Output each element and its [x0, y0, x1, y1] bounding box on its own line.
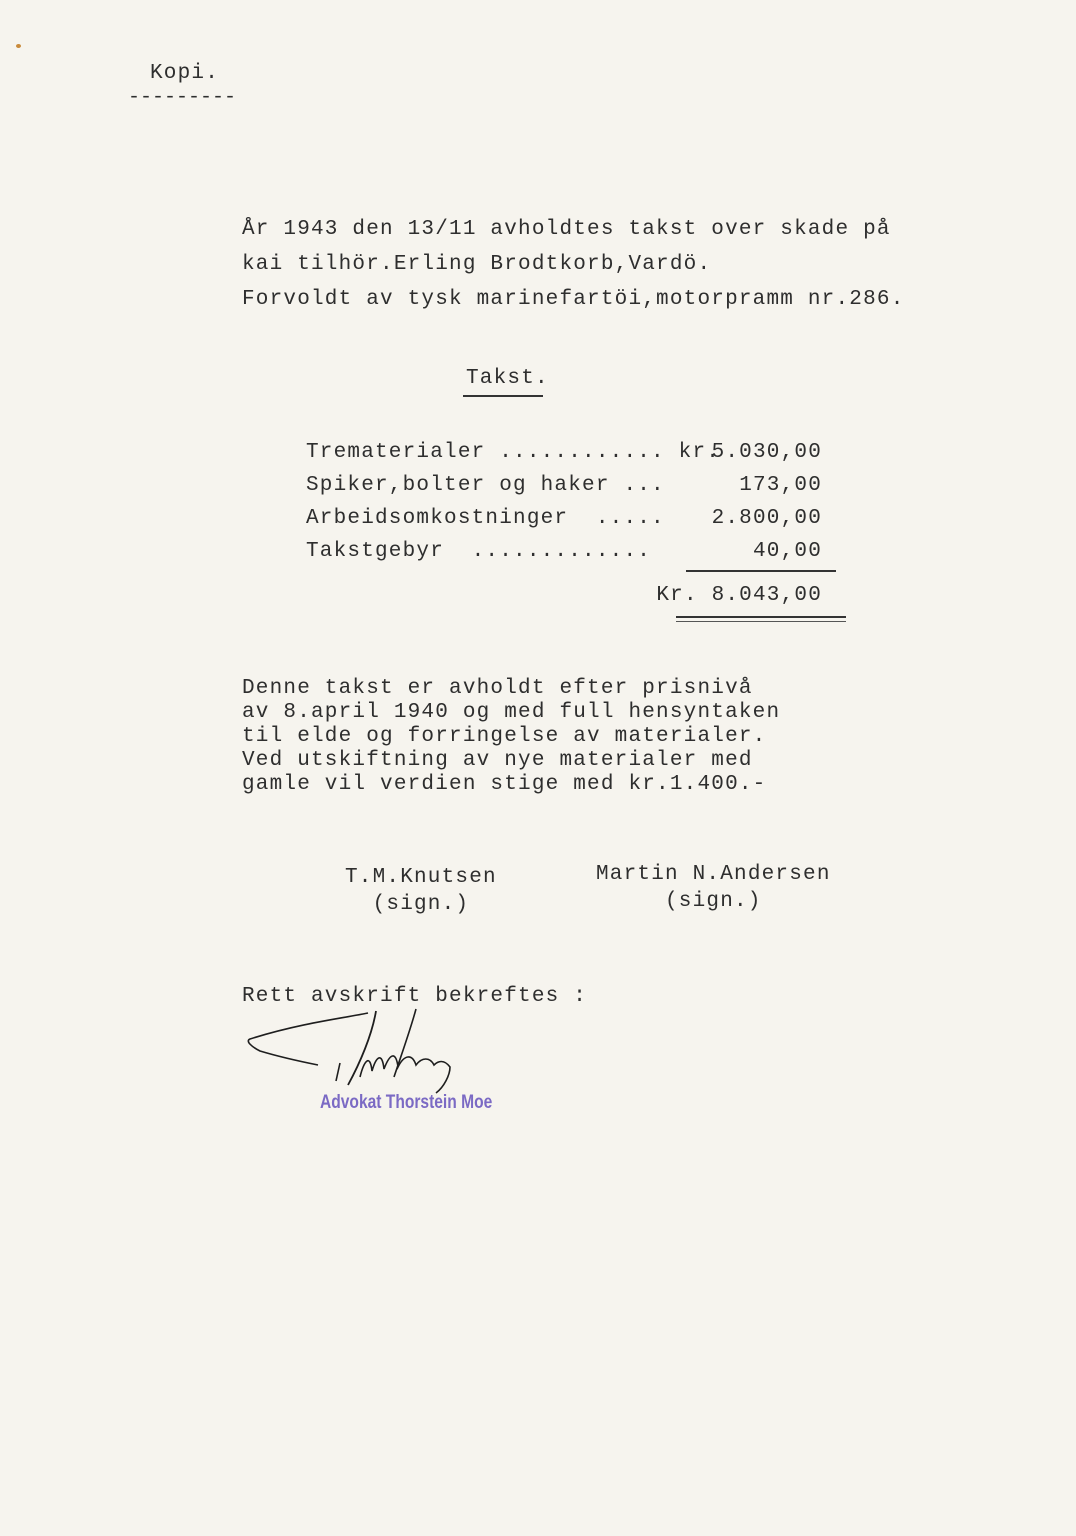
item-amount: 173,00 — [739, 474, 822, 497]
total-amount: Kr. 8.043,00 — [656, 584, 822, 607]
item-amount: 2.800,00 — [711, 507, 822, 530]
note-line: av 8.april 1940 og med full hensyntaken — [242, 701, 781, 724]
copy-underline: --------- — [128, 86, 237, 109]
intro-paragraph — [242, 212, 905, 317]
item-label: Takstgebyr ............. — [306, 540, 652, 563]
note-paragraph — [242, 677, 780, 797]
signatory-note: (sign.) — [665, 890, 762, 913]
intro-line: Forvoldt av tysk marinefartöi,motorpramm nr.286. — [242, 288, 905, 311]
item-amount: 40,00 — [752, 540, 822, 563]
signatory-note: (sign.) — [372, 893, 470, 916]
subtotal-rule — [686, 570, 836, 572]
total-double-rule — [676, 621, 846, 622]
signatory-name: T.M.Knutsen — [345, 866, 497, 889]
note-line: gamle vil verdien stige med kr.1.400.- — [242, 773, 767, 796]
handwritten-signature — [240, 1005, 480, 1095]
signatory-andersen — [596, 861, 831, 915]
takst-heading-underline — [463, 395, 543, 397]
paper-speck — [16, 44, 21, 48]
signatory-knutsen — [345, 864, 497, 918]
lawyer-stamp: Advokat Thorstein Moe — [320, 1092, 493, 1113]
note-line: Ved utskiftning av nye materialer med — [242, 749, 753, 772]
copy-label: Kopi. — [150, 62, 220, 85]
certification-text: Rett avskrift bekreftes : — [242, 985, 588, 1008]
item-label: Arbeidsomkostninger ..... — [306, 507, 665, 530]
signatory-name: Martin N.Andersen — [596, 863, 831, 886]
intro-line: kai tilhör.Erling Brodtkorb,Vardö. — [242, 253, 712, 276]
note-line: til elde og forringelse av materialer. — [242, 725, 767, 748]
note-line: Denne takst er avholdt efter prisnivå — [242, 677, 753, 700]
item-amount: 5.030,00 — [711, 441, 822, 464]
item-label: Spiker,bolter og haker ... — [306, 474, 665, 497]
item-label: Trematerialer ............ kr. — [306, 441, 721, 464]
total-double-rule — [676, 616, 846, 618]
intro-line: År 1943 den 13/11 avholdtes takst over skade på — [242, 218, 891, 241]
takst-heading: Takst. — [466, 367, 549, 390]
